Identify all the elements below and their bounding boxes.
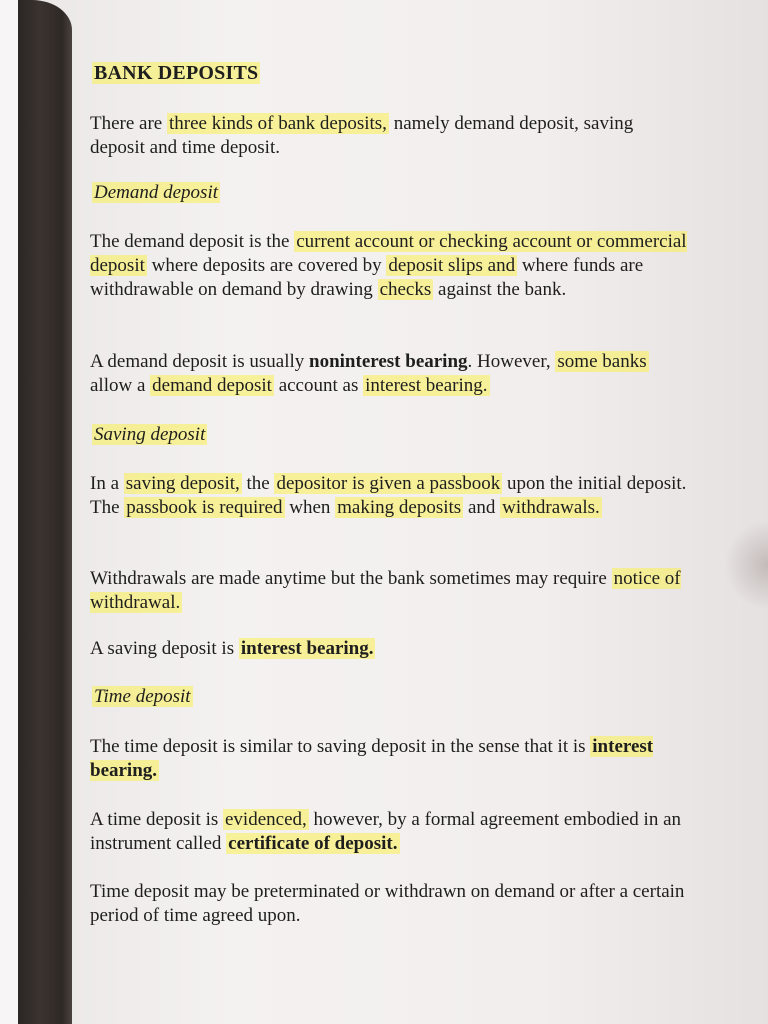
- highlight: making deposits: [337, 497, 462, 518]
- highlight: certificate of deposit.: [228, 833, 398, 854]
- demand-paragraph-1: The demand deposit is the current account or checking account or commercial deposit where deposits are covered by deposit slips and where funds are withdrawable on demand by drawing checks against the bank.: [90, 231, 687, 300]
- intro-paragraph: There are three kinds of bank deposits, namely demand deposit, saving deposit and time deposit.: [90, 113, 634, 158]
- highlight: some banks: [557, 351, 647, 372]
- saving-paragraph-3: A saving deposit is interest bearing.: [90, 638, 374, 659]
- time-paragraph-2: A time deposit is evidenced, however, by a formal agreement embodied in an instrument called certificate of deposit.: [90, 809, 682, 854]
- highlight: interest bearing.: [365, 375, 488, 396]
- saving-paragraph-2: Withdrawals are made anytime but the bank sometimes may require notice of withdrawal.: [90, 568, 681, 613]
- left-margin: [0, 0, 18, 1024]
- bold-text: noninterest bearing: [309, 351, 468, 372]
- highlight: depositor is given a passbook: [276, 473, 501, 494]
- highlight: saving deposit,: [125, 473, 240, 494]
- highlight: interest bearing.: [90, 736, 654, 781]
- highlight: demand deposit: [152, 375, 272, 396]
- highlight: deposit slips and: [388, 255, 516, 276]
- book-page: [72, 0, 768, 1024]
- saving-paragraph-1: In a saving deposit, the depositor is given a passbook upon the initial deposit. The passbook is required when making deposits and withdrawals.: [90, 473, 687, 518]
- page-smudge: [724, 520, 768, 610]
- highlight: withdrawals.: [502, 497, 600, 518]
- demand-deposit-heading: Demand deposit: [94, 182, 219, 203]
- demand-paragraph-2: A demand deposit is usually noninterest bearing. However, some banks allow a demand deposit account as interest bearing.: [90, 351, 647, 396]
- highlight: current account or checking account or commercial deposit: [90, 231, 687, 276]
- highlight: passbook is required: [126, 497, 283, 518]
- saving-deposit-heading: Saving deposit: [94, 424, 206, 445]
- time-paragraph-3: Time deposit may be preterminated or withdrawn on demand or after a certain period of time agreed upon.: [90, 881, 685, 926]
- time-paragraph-1: The time deposit is similar to saving deposit in the sense that it is interest bearing.: [90, 736, 654, 781]
- highlight: notice of withdrawal.: [90, 568, 681, 613]
- page-title: BANK DEPOSITS: [94, 62, 259, 84]
- highlight: evidenced,: [225, 809, 307, 830]
- highlight: three kinds of bank deposits,: [169, 113, 387, 134]
- time-deposit-heading: Time deposit: [94, 686, 191, 707]
- highlight: interest bearing.: [240, 638, 374, 659]
- highlight: checks: [379, 279, 432, 300]
